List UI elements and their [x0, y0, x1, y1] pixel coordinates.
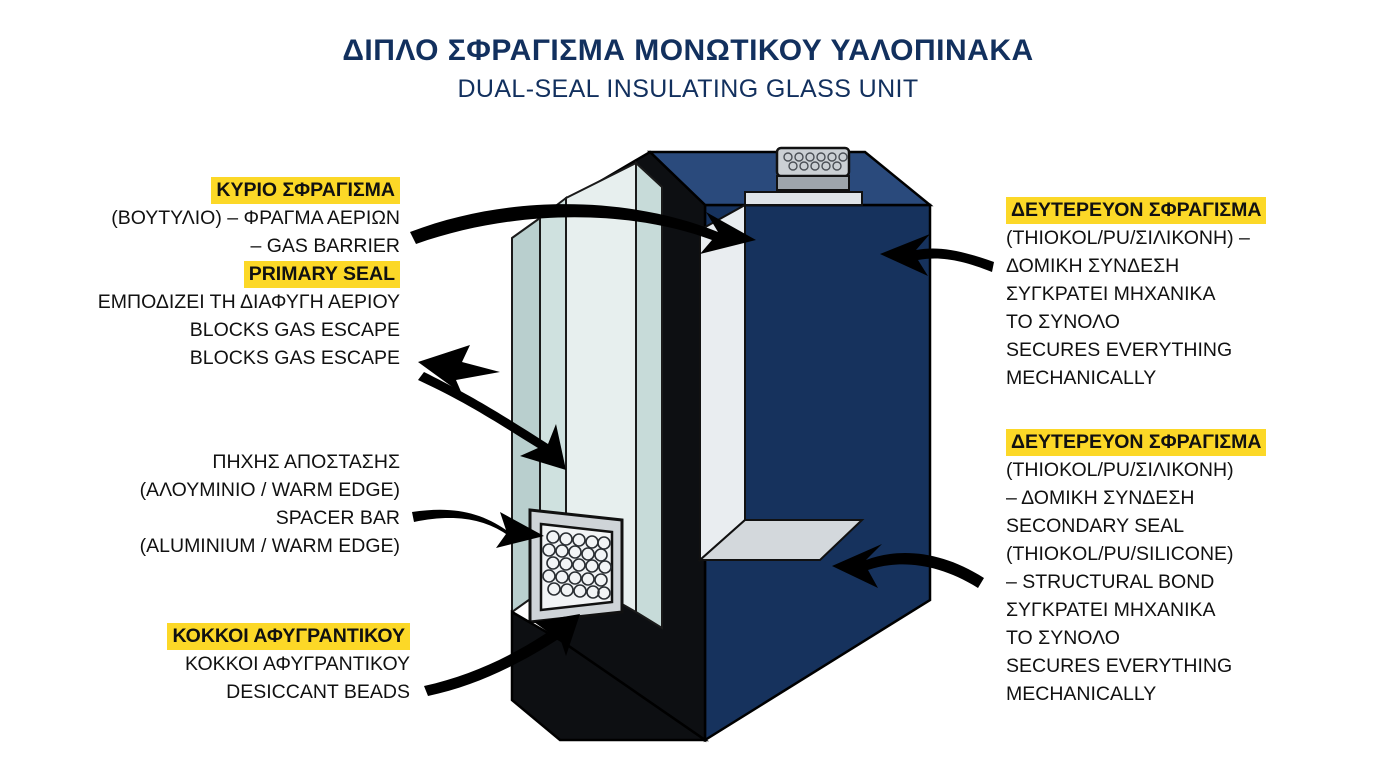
callout-line: SECURES EVERYTHING: [1006, 655, 1233, 677]
callout-line: DESICCANT BEADS: [226, 681, 410, 703]
callout-primary-seal: [34, 176, 400, 372]
callout-line: (ΤΗΙΟΚΟL/PU/ΣΙΛΙΚΟΝΗ) –: [1006, 227, 1250, 249]
inner-frame-ledge: [745, 192, 862, 205]
callout-line: ΠΗΧΗΣ ΑΠΟΣΤΑΣΗΣ: [212, 451, 400, 473]
callout-desiccant-beads: [34, 622, 410, 706]
callout-line: ΣΥΓΚΡΑΤΕΙ ΜΗΧΑΝΙΚΑ: [1006, 283, 1216, 305]
callout-spacer-bar: [34, 448, 400, 560]
cavity-face: [566, 163, 636, 612]
callout-line: ΕΜΠΟΔΙΖΕΙ ΤΗ ΔΙΑΦΥΓΗ ΑΕΡΙΟΥ: [97, 291, 400, 313]
callout-line: MECHANICALLY: [1006, 683, 1157, 705]
arrow-primary-seal-top: [410, 204, 756, 254]
callout-line: [34, 622, 410, 650]
callout-highlight: ΔΕΥΤΕΡΕΥΟΝ ΣΦΡΑΓΙΣΜΑ: [1006, 429, 1266, 456]
callout-line: (ΒΟΥΤΥΛΙΟ) – ΦΡΑΓΜΑ ΑΕΡΙΩΝ: [111, 207, 400, 229]
callout-line: (ΑΛΟΥΜΙΝΙΟ / WARM EDGE): [139, 479, 400, 501]
callout-line: ΚΟΚΚΟΙ ΑΦΥΓΡΑΝΤΙΚΟΥ: [185, 653, 410, 675]
inner-channel-left: [700, 205, 745, 560]
callout-line: [34, 176, 400, 204]
outer-glass-edge: [512, 218, 540, 612]
inner-channel-bottom: [700, 520, 862, 560]
secondary-seal-band: [560, 152, 705, 740]
callout-line: ΤΟ ΣΥΝΟΛΟ: [1006, 627, 1120, 649]
desiccant-beads: [543, 531, 611, 599]
callout-secondary-seal-top: [1006, 196, 1356, 392]
callout-line: ΔΟΜΙΚΗ ΣΥΝΔΕΣΗ: [1006, 255, 1180, 277]
callout-highlight: ΚΥΡΙΟ ΣΦΡΑΓΙΣΜΑ: [211, 177, 400, 204]
callout-line: [34, 260, 400, 288]
callout-highlight: ΚΟΚΚΟΙ ΑΦΥΓΡΑΝΤΙΚΟΥ: [167, 623, 410, 650]
callout-line: SECONDARY SEAL: [1006, 515, 1185, 537]
arrow-secondary-bottom: [832, 544, 984, 588]
arrow-desiccant: [424, 614, 580, 696]
callout-line: BLOCKS GAS ESCAPE: [189, 347, 400, 369]
page-title: ΔΙΠΛΟ ΣΦΡΑΓΙΣΜΑ ΜΟΝΩΤΙΚΟΥ ΥΑΛΟΠΙΝΑΚΑ: [342, 34, 1034, 67]
callout-line: (ALUMINIUM / WARM EDGE): [139, 535, 400, 557]
callout-secondary-seal-bottom: [1006, 428, 1366, 708]
callout-highlight: PRIMARY SEAL: [244, 261, 400, 288]
arrow-spacer-bar: [412, 510, 544, 548]
outer-glass-pane: [540, 198, 566, 592]
frame-back-face: [705, 205, 930, 740]
spacer-bar-top: [777, 148, 849, 190]
callout-line: (ΤΗΙΟΚΟL/PU/ΣΙΛΙΚΟΝΗ): [1006, 459, 1234, 481]
arrow-primary-seal-lower: [418, 372, 566, 470]
callout-line: – GAS BARRIER: [250, 235, 400, 257]
callout-line: [1006, 196, 1356, 224]
page-subtitle: DUAL-SEAL INSULATING GLASS UNIT: [457, 74, 919, 103]
callout-line: ΣΥΓΚΡΑΤΕΙ ΜΗΧΑΝΙΚΑ: [1006, 599, 1216, 621]
arrow-secondary-top: [880, 234, 994, 276]
bottom-seal-block: [512, 612, 705, 740]
callout-highlight: ΔΕΥΤΕΡΕΥΟΝ ΣΦΡΑΓΙΣΜΑ: [1006, 197, 1266, 224]
frame-top-face: [650, 152, 930, 205]
arrow-head-left: [418, 345, 500, 394]
spacer-bar-cross-section: [530, 510, 622, 622]
callout-line: [1006, 428, 1366, 456]
callout-line: – STRUCTURAL BOND: [1006, 571, 1215, 593]
callout-line: (THIOKOL/PU/SILICONE): [1006, 543, 1234, 565]
callout-line: SPACER BAR: [275, 507, 400, 529]
callout-line: – ΔΟΜΙΚΗ ΣΥΝΔΕΣΗ: [1006, 487, 1195, 509]
callout-line: MECHANICALLY: [1006, 367, 1157, 389]
inner-glass-pane: [636, 163, 662, 628]
callout-line: SECURES EVERYTHING: [1006, 339, 1233, 361]
callout-line: BLOCKS GAS ESCAPE: [189, 319, 400, 341]
callout-line: ΤΟ ΣΥΝΟΛΟ: [1006, 311, 1120, 333]
title-block: [0, 34, 1376, 104]
